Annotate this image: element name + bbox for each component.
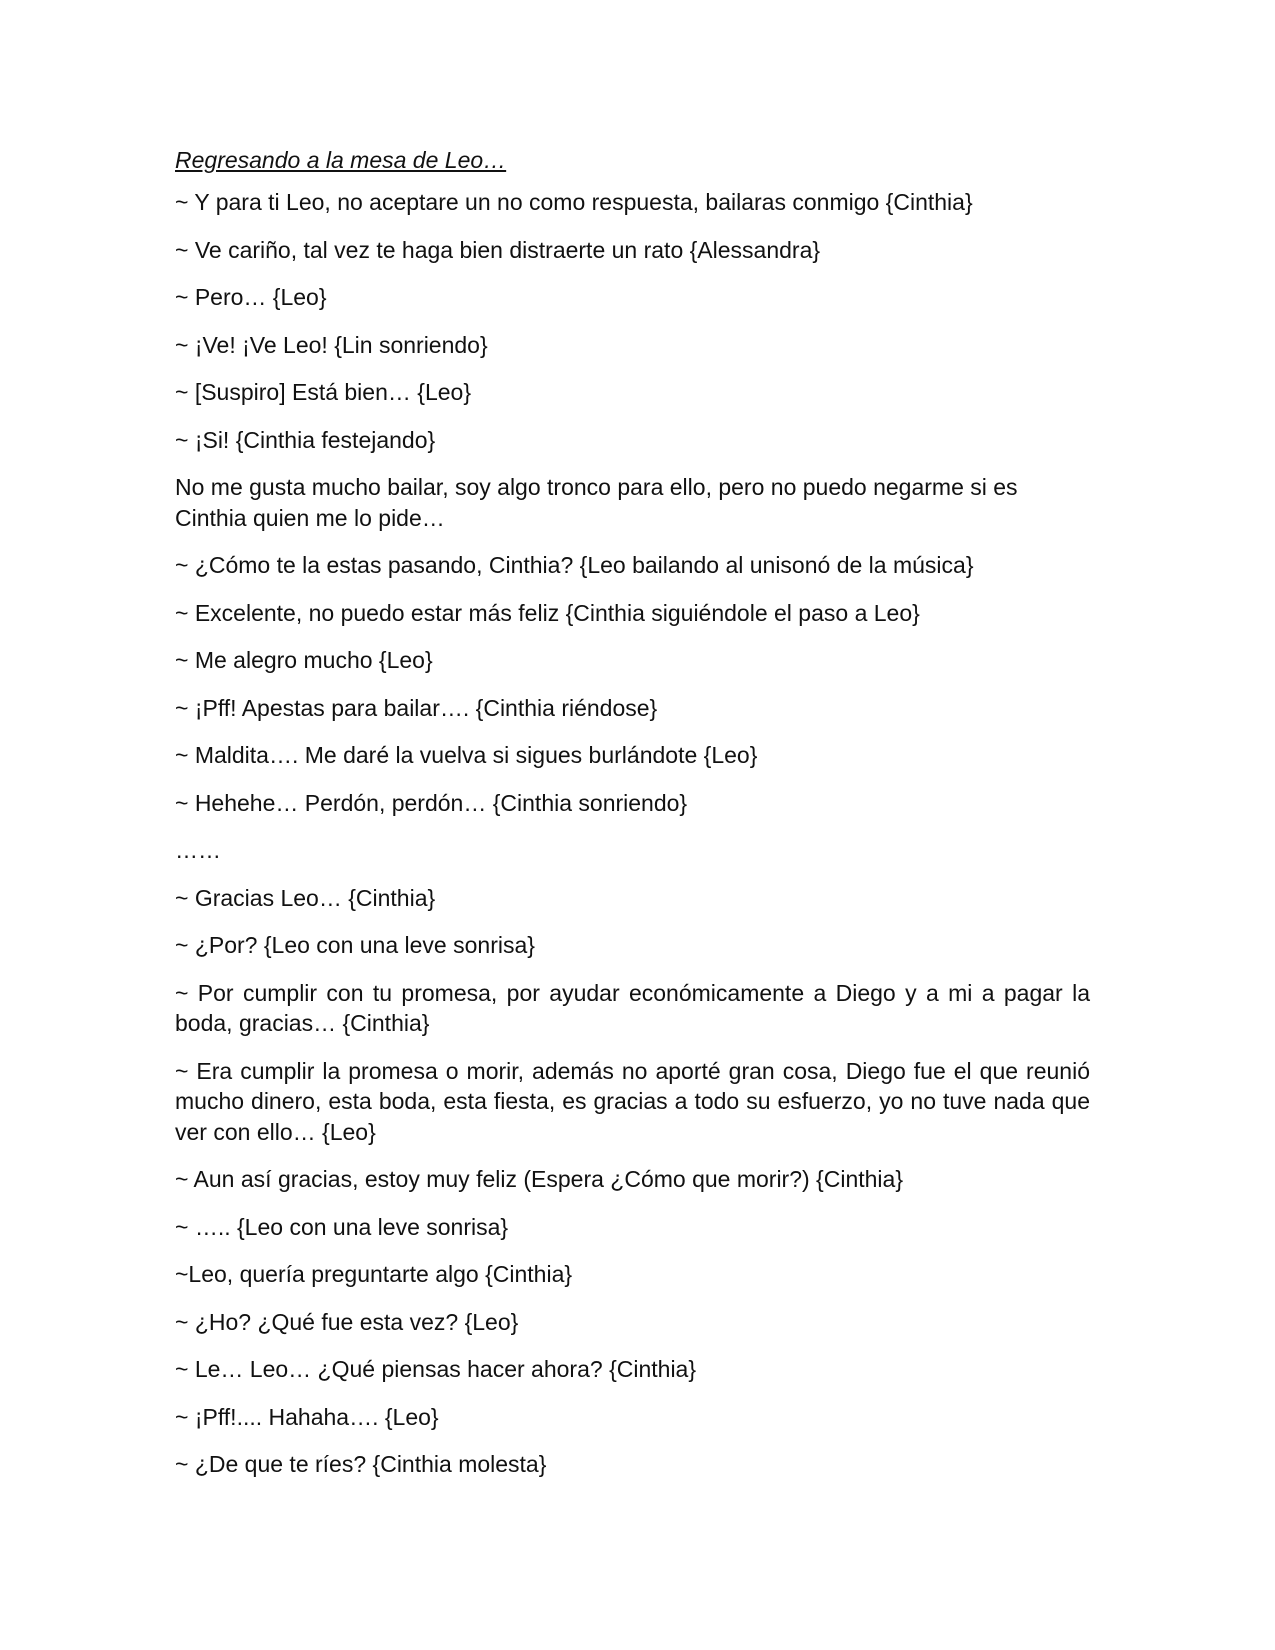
dialogue-line: ~ Y para ti Leo, no aceptare un no como respuesta, bailaras conmigo {Cinthia} — [175, 189, 973, 215]
dialogue-line: ~ [Suspiro] Está bien… {Leo} — [175, 379, 472, 405]
dialogue-line: ~ Maldita…. Me daré la vuelva si sigues burlándote {Leo} — [175, 742, 758, 768]
dialogue-line: ~ ¿Por? {Leo con una leve sonrisa} — [175, 932, 535, 958]
dialogue-line: ~ Pero… {Leo} — [175, 284, 327, 310]
dialogue-line: ~ ¡Ve! ¡Ve Leo! {Lin sonriendo} — [175, 331, 488, 358]
dialogue-line: ~ ¡Pff!.... Hahaha…. {Leo} — [175, 1403, 439, 1430]
dialogue-line: ~ Gracias Leo… {Cinthia} — [175, 884, 436, 911]
dialogue-line: ~ ¡Pff! Apestas para bailar…. {Cinthia riéndose} — [175, 694, 658, 721]
dialogue-line: ~ Aun así gracias, estoy muy feliz (Espera ¿Cómo que morir?) {Cinthia} — [175, 1166, 904, 1192]
dialogue-line: ~ ¿Cómo te la estas pasando, Cinthia? {Leo bailando al unisonó de la música} — [175, 552, 974, 578]
dialogue-line: ~ Por cumplir con tu promesa, por ayudar económicamente a Diego y a mi a pagar la boda, gracias… {Cinthia} — [175, 979, 1090, 1036]
scene-break: …… — [175, 837, 221, 863]
dialogue-line: ~ Me alegro mucho {Leo} — [175, 647, 433, 673]
dialogue-line: ~Leo, quería preguntarte algo {Cinthia} — [175, 1261, 573, 1287]
dialogue-line: ~ Excelente, no puedo estar más feliz {Cinthia siguiéndole el paso a Leo} — [175, 599, 920, 626]
dialogue-line: ~ Le… Leo… ¿Qué piensas hacer ahora? {Cinthia} — [175, 1356, 697, 1382]
narration-paragraph: No me gusta mucho bailar, soy algo tronco para ello, pero no puedo negarme si es Cinthia quien me lo pide… — [175, 474, 1018, 531]
dialogue-line: ~ ¿Ho? ¿Qué fue esta vez? {Leo} — [175, 1308, 519, 1335]
dialogue-line: ~ Hehehe… Perdón, perdón… {Cinthia sonriendo} — [175, 789, 688, 816]
dialogue-line: ~ ….. {Leo con una leve sonrisa} — [175, 1213, 509, 1240]
dialogue-line: ~ ¿De que te ríes? {Cinthia molesta} — [175, 1451, 547, 1477]
dialogue-line: ~ Ve cariño, tal vez te haga bien distraerte un rato {Alessandra} — [175, 236, 821, 263]
dialogue-line: ~ Era cumplir la promesa o morir, además no aporté gran cosa, Diego fue el que reunió mucho dinero, esta boda, esta fiesta, es gracias a todo su esfuerzo, yo no tuve nada que ver con ello… {Leo} — [175, 1057, 1090, 1145]
dialogue-line: ~ ¡Si! {Cinthia festejando} — [175, 426, 436, 453]
document-page — [175, 145, 1090, 1497]
section-heading: Regresando a la mesa de Leo… — [175, 147, 507, 173]
